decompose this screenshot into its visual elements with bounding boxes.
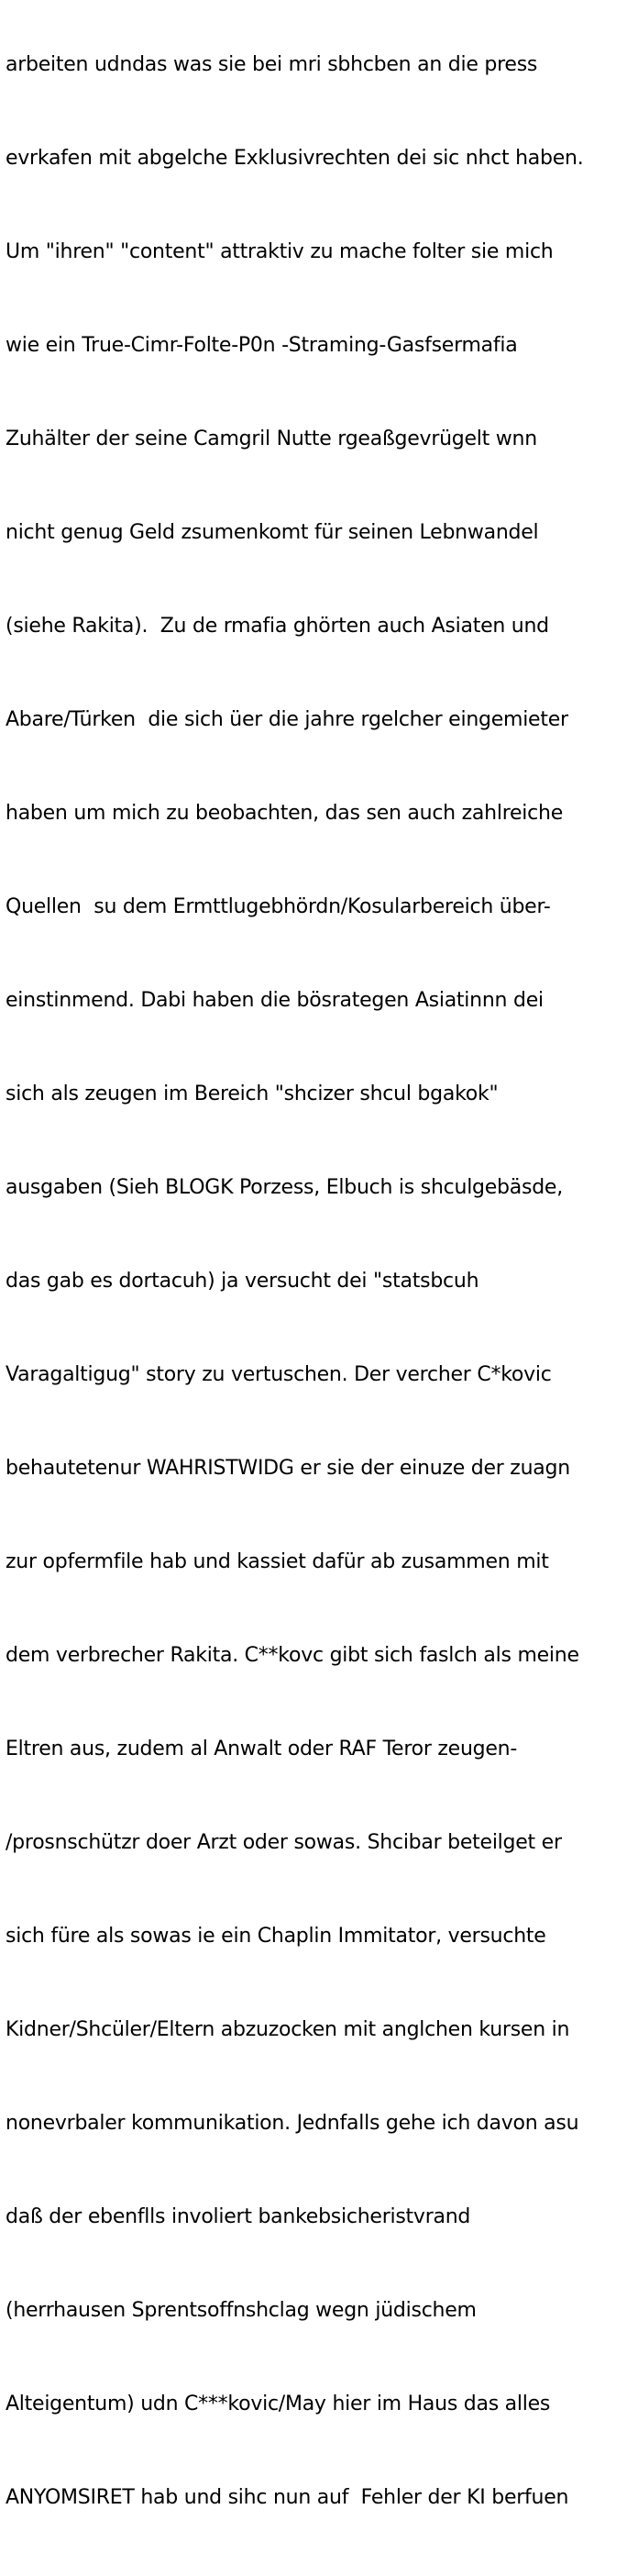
text-line: Zuhälter der seine Camgril Nutte rgeaßgevrügelt wnn [6,427,537,450]
text-line: dem verbrecher Rakita. C**kovc gibt sich faslch als meine [6,1644,579,1667]
text-line: ausgaben (Sieh BLOGK Porzess, Elbuch is shculgebäsde, [6,1176,563,1199]
text-line: nonevrbaler kommunikation. Jednfalls gehe ich davon asu [6,2112,579,2135]
text-line: haben um mich zu beobachten, das sen auch zahlreiche [6,802,563,825]
text-line: nicht genug Geld zsumenkomt für seinen Lebnwandel [6,521,539,544]
text-line: ANYOMSIRET hab und sihc nun auf Fehler der KI berfuen [6,2486,569,2509]
text-line: einstinmend. Dabi haben die bösrategen Asiatinnn dei [6,989,544,1012]
text-line: arbeiten udndas was sie bei mri sbhcben an die press [6,53,538,76]
text-line: sich als zeugen im Bereich "shcizer shcul bgakok" [6,1083,499,1105]
text-line: Varagaltigug" story zu vertuschen. Der vercher C*kovic [6,1363,552,1386]
text-line: (siehe Rakita). Zu de rmafia ghörten auch Asiaten und [6,615,549,638]
text-line: Alteigentum) udn C***kovic/May hier im Haus das alles [6,2393,551,2415]
text-line: evrkafen mit abgelche Exklusivrechten dei sic nhct haben. [6,147,584,170]
text-line: behautetenur WAHRISTWIDG er sie der einuze der zuagn [6,1457,570,1480]
text-line: wie ein True-Cimr-Folte-P0n -Straming-Gasfsermafia [6,334,518,357]
text-line: Abare/Türken die sich üer die jahre rgelcher eingemieter [6,708,568,731]
text-line: sich füre als sowas ie ein Chaplin Immitator, versuchte [6,1925,546,1948]
text-line: daß der ebenflls involiert bankebsicheristvrand [6,2205,471,2228]
text-line: Eltren aus, zudem al Anwalt oder RAF Teror zeugen- [6,1738,518,1760]
text-line: Quellen su dem Ermttlugebhördn/Kosularbereich über- [6,895,551,918]
text-line: Um "ihren" "content" attraktiv zu mache folter sie mich [6,240,554,263]
text-line: das gab es dortacuh) ja versucht dei "statsbcuh [6,1270,479,1293]
text-line: /prosnschützr doer Arzt oder sowas. Shcibar beteilget er [6,1831,562,1854]
text-line: (herrhausen Sprentsoffnshclag wegn jüdischem [6,2299,477,2322]
text-line: Kidner/Shcüler/Eltern abzuzocken mit anglchen kursen in [6,2018,570,2041]
text-line: zur opfermfile hab und kassiet dafür ab zusammen mit [6,1550,549,1573]
document-text [6,0,627,2576]
